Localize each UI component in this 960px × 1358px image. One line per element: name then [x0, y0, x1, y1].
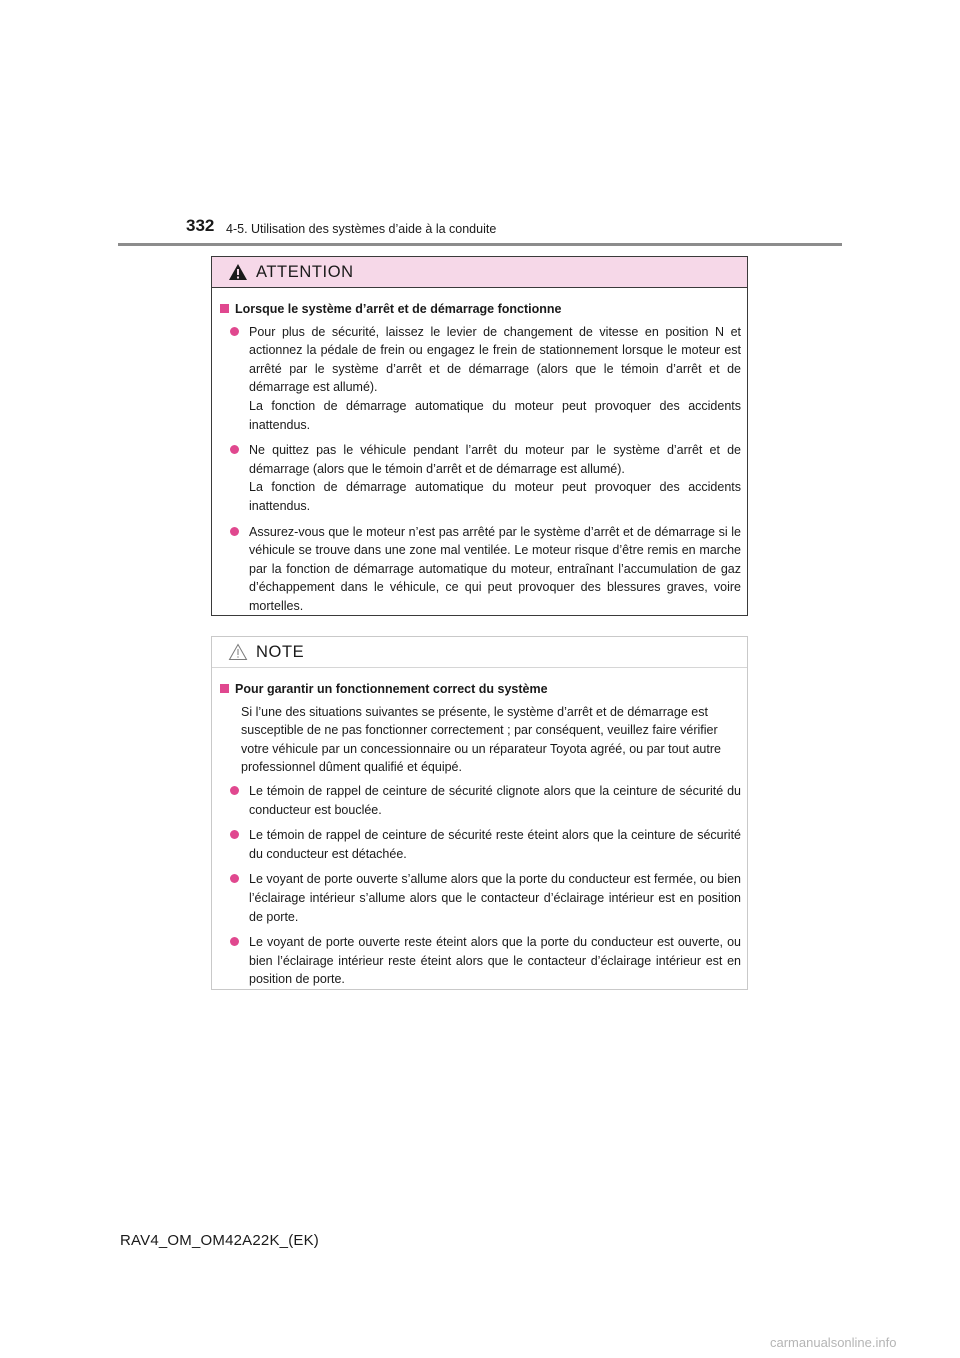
square-bullet-icon	[220, 304, 229, 313]
attention-subhead	[220, 300, 741, 319]
list-item	[220, 441, 741, 515]
note-header	[212, 637, 747, 668]
list-item	[220, 323, 741, 435]
square-bullet-icon	[220, 684, 229, 693]
note-label: NOTE	[256, 642, 305, 661]
note-body	[212, 668, 747, 989]
list-item-text: Le voyant de porte ouverte reste éteint alors que la porte du conducteur est ouverte, ou bien l’éclairage intérieur reste éteint alors que le contacteur d’éclairage intérieur est en position de porte.	[249, 935, 741, 987]
warning-triangle-filled-icon	[228, 263, 248, 281]
attention-header	[212, 257, 747, 288]
note-box	[211, 636, 748, 990]
circle-bullet-icon	[230, 527, 239, 536]
list-item-text: La fonction de démarrage automatique du moteur peut provoquer des accidents inattendus.	[249, 480, 741, 513]
list-item	[220, 870, 741, 926]
attention-label: ATTENTION	[256, 262, 354, 281]
list-item	[220, 523, 741, 616]
list-item-text: Ne quittez pas le véhicule pendant l’arrêt du moteur par le système d’arrêt et de démarrage (alors que le témoin d’arrêt et de démarrage est allumé).	[249, 443, 741, 476]
list-item	[220, 826, 741, 863]
note-intro: Si l’une des situations suivantes se présente, le système d’arrêt et de démarrage est susceptible de ne pas fonctionner correctement ; par conséquent, veuillez faire vérifier votre véhicule par un concessionnaire ou un réparateur Toyota agréé, ou par tout autre professionnel dûment qualifié et équipé.	[241, 704, 721, 775]
list-item	[220, 782, 741, 819]
page-number: 332	[186, 216, 215, 235]
circle-bullet-icon	[230, 830, 239, 839]
header-rule	[118, 243, 842, 246]
circle-bullet-icon	[230, 937, 239, 946]
warning-triangle-outline-icon	[228, 643, 248, 661]
list-item-text: Le témoin de rappel de ceinture de sécurité clignote alors que la ceinture de sécurité du conducteur est bouclée.	[249, 783, 741, 817]
list-item-text: Pour plus de sécurité, laissez le levier de changement de vitesse en position N et actionnez la pédale de frein ou engagez le frein de stationnement lorsque le moteur est arrêté par le système d’arrêt et de démarrage (alors que le témoin d’arrêt et de démarrage est allumé).	[249, 324, 741, 395]
list-item	[220, 933, 741, 989]
list-item-text: Le voyant de porte ouverte s’allume alors que la porte du conducteur est fermée, ou bien l’éclairage intérieur s’allume alors que le contacteur d’éclairage intérieur est en position de porte.	[249, 872, 741, 924]
document-code: RAV4_OM_OM42A22K_(EK)	[120, 1232, 320, 1249]
watermark: carmanualsonline.info	[770, 1335, 897, 1350]
attention-box	[211, 256, 748, 616]
note-subhead	[220, 680, 741, 699]
circle-bullet-icon	[230, 874, 239, 883]
list-item-text: Assurez-vous que le moteur n’est pas arrêté par le système d’arrêt et de démarrage si le véhicule se trouve dans une zone mal ventilée. Le moteur risque d’être remis en marche par la fonction de démarrage automatique du moteur, entraînant l’accumulation de gaz d’échappement dans le véhicule, ce qui peut provoquer des blessures graves, voire mortelles.	[249, 524, 741, 613]
circle-bullet-icon	[230, 327, 239, 336]
note-subhead-text: Pour garantir un fonctionnement correct du système	[235, 682, 548, 696]
list-item-text: Le témoin de rappel de ceinture de sécurité reste éteint alors que la ceinture de sécurité du conducteur est détachée.	[249, 828, 741, 861]
circle-bullet-icon	[230, 786, 239, 795]
attention-body	[212, 288, 747, 616]
attention-subhead-text: Lorsque le système d’arrêt et de démarrage fonctionne	[235, 302, 562, 316]
circle-bullet-icon	[230, 445, 239, 454]
list-item-text: La fonction de démarrage automatique du moteur peut provoquer des accidents inattendus.	[249, 398, 741, 432]
section-title: 4-5. Utilisation des systèmes d’aide à la conduite	[226, 222, 497, 236]
